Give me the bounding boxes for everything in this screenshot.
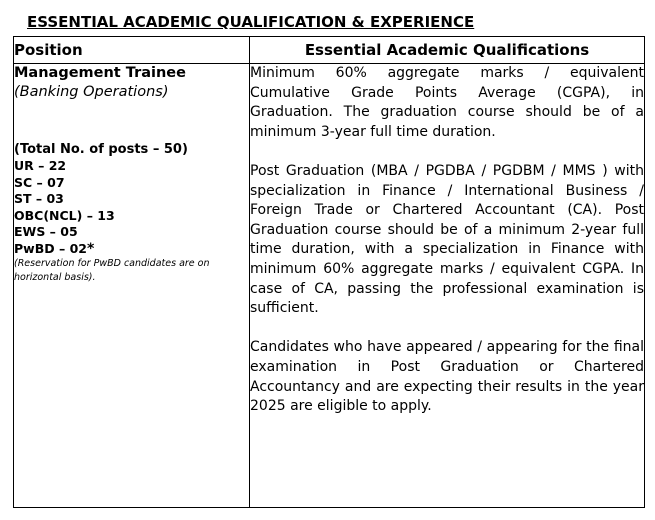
qualifications-column-header: Essential Academic Qualifications [250, 37, 645, 64]
qualification-paragraph-graduation: Minimum 60% aggregate marks / equivalent Cumulative Grade Points Average (CGPA), in Graduation. The graduation course should be of a minimum 3-year full time duration. [250, 65, 644, 140]
qualification-paragraph-post-graduation: Post Graduation (MBA / PGDBA / PGDBM / MMS ) with specialization in Finance / International Business / Foreign Trade or Chartered Accountant (CA). Post Graduation course should be of a minimum 2-year full time duration, with a specialization in Finance with minimum 60% aggregate marks / equivalent CGPA. In case of CA, passing the professional examination is sufficient. [250, 162, 644, 317]
table-row [14, 64, 645, 508]
post-count-ur: UR – 22 [14, 158, 67, 173]
qualification-paragraph-appearing: Candidates who have appeared / appearing for the final examination in Post Graduation or Chartered Accountancy and are expecting their results in the year 2025 are eligible to apply. [250, 339, 644, 415]
position-subtitle: (Banking Operations) [14, 84, 169, 100]
position-column-header: Position [14, 37, 250, 64]
total-posts: (Total No. of posts – 50) [14, 142, 188, 157]
position-cell [14, 64, 250, 508]
post-count-sc: SC – 07 [14, 174, 65, 190]
post-count-obc: OBC(NCL) – 13 [14, 207, 115, 223]
qualification-table [13, 36, 645, 508]
post-count-pwbd [14, 241, 249, 258]
section-heading: ESSENTIAL ACADEMIC QUALIFICATION & EXPERIENCE [27, 13, 475, 31]
post-count-st: ST – 03 [14, 191, 64, 206]
qualifications-cell [250, 64, 645, 508]
post-count-ews: EWS – 05 [14, 224, 78, 239]
reservation-note: (Reservation for PwBD candidates are on horizontal basis). [14, 258, 210, 283]
table-header-row [14, 37, 645, 64]
position-title: Management Trainee [14, 65, 186, 81]
pwbd-label: PwBD – 02 [14, 240, 87, 256]
pwbd-asterisk: * [86, 240, 95, 257]
